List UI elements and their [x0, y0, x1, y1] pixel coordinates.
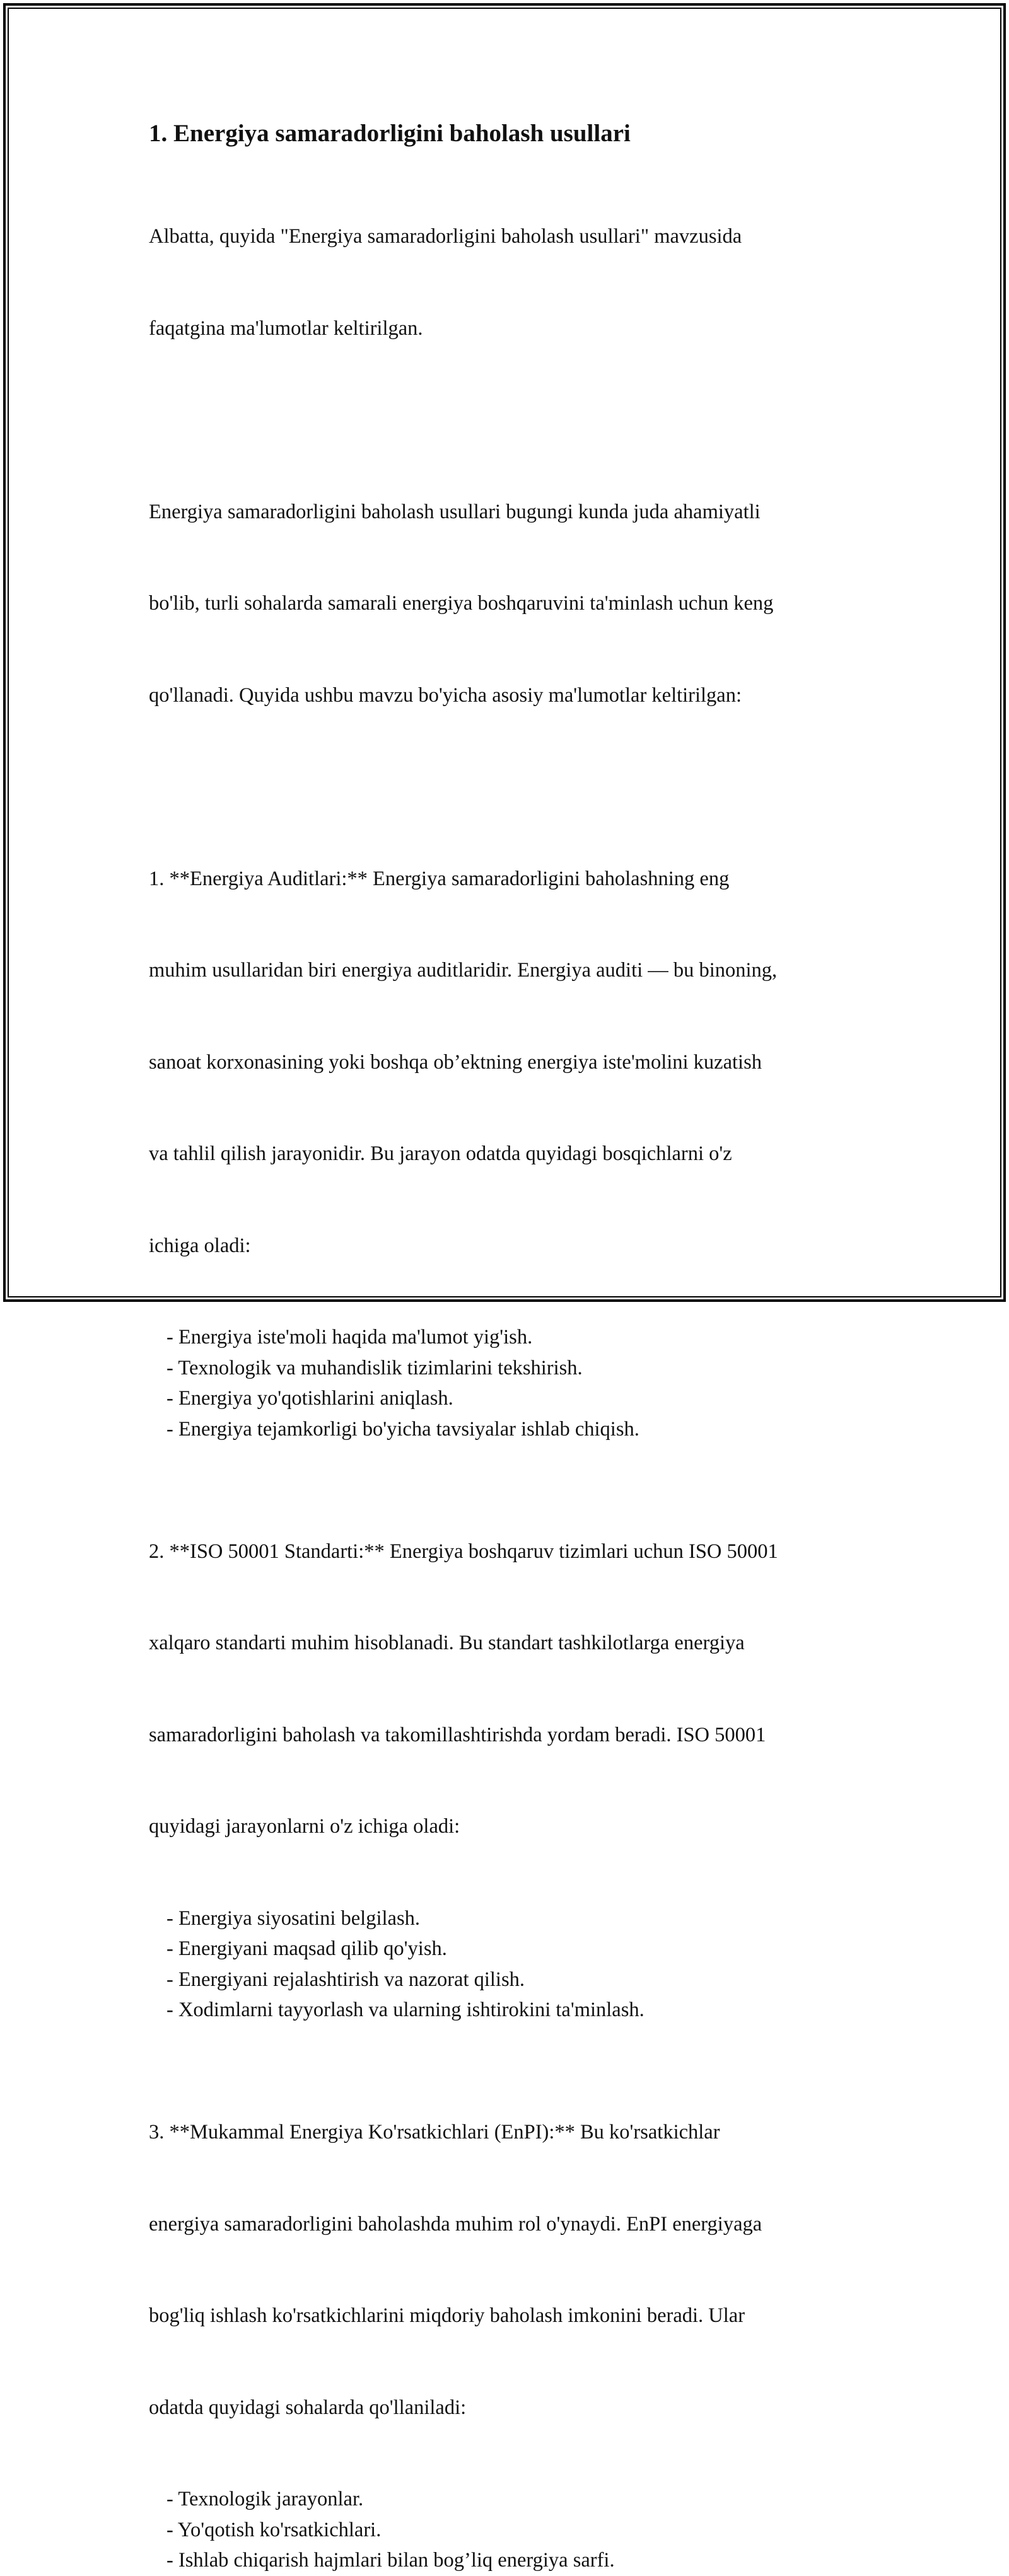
- section-line: sanoat korxonasining yoki boshqa ob’ektning energiya iste'molini kuzatish: [149, 1050, 762, 1074]
- section-enpi: [149, 2056, 868, 2484]
- list-item: - Energiyani rejalashtirish va nazorat qilish.: [166, 1968, 525, 1991]
- list-item: - Yo'qotish ko'rsatkichlari.: [166, 2518, 382, 2541]
- section-line: ichiga oladi:: [149, 1234, 251, 1257]
- section-line: odatda quyidagi sohalarda qo'llaniladi:: [149, 2396, 467, 2419]
- list-item: - Energiyani maqsad qilib qo'yish.: [166, 1937, 447, 1960]
- intro-paragraph: [149, 160, 868, 405]
- document-body: [149, 117, 868, 2576]
- list-item: - Texnologik jarayonlar.: [166, 2488, 364, 2510]
- section-line: va tahlil qilish jarayonidir. Bu jarayon odatda quyidagi bosqichlarni o'z: [149, 1142, 732, 1165]
- section-energy-audits: [149, 803, 868, 1323]
- section-energy-audits-list: [149, 1322, 868, 1444]
- section-iso-50001: [149, 1475, 868, 1903]
- overview-paragraph: [149, 436, 868, 772]
- intro-line: Albatta, quyida "Energiya samaradorligini baholash usullari" mavzusida: [149, 225, 742, 248]
- section-line: samaradorligini baholash va takomillashtirishda yordam beradi. ISO 50001: [149, 1723, 766, 1746]
- paragraph-line: Energiya samaradorligini baholash usullari bugungi kunda juda ahamiyatli: [149, 500, 761, 523]
- section-line: quyidagi jarayonlarni o'z ichiga oladi:: [149, 1815, 460, 1838]
- section-line: muhim usullaridan biri energiya auditlaridir. Energiya auditi — bu binoning,: [149, 959, 778, 982]
- page-title: 1. Energiya samaradorligini baholash usullari: [149, 120, 631, 147]
- section-line: 1. **Energiya Auditlari:** Energiya samaradorligini baholashning eng: [149, 867, 730, 890]
- list-item: - Ishlab chiqarish hajmlari bilan bog’liq energiya sarfi.: [166, 2549, 615, 2572]
- section-line: bog'liq ishlash ko'rsatkichlarini miqdoriy baholash imkonini beradi. Ular: [149, 2304, 745, 2327]
- section-line: 3. **Mukammal Energiya Ko'rsatkichlari (EnPI):** Bu ko'rsatkichlar: [149, 2121, 720, 2144]
- section-enpi-list: [149, 2484, 868, 2576]
- list-item: - Energiya yo'qotishlarini aniqlash.: [166, 1387, 453, 1410]
- paragraph-line: bo'lib, turli sohalarda samarali energiya boshqaruvini ta'minlash uchun keng: [149, 592, 774, 615]
- list-item: - Texnologik va muhandislik tizimlarini tekshirish.: [166, 1356, 583, 1379]
- section-line: xalqaro standarti muhim hisoblanadi. Bu standart tashkilotlarga energiya: [149, 1632, 745, 1654]
- intro-line: faqatgina ma'lumotlar keltirilgan.: [149, 316, 423, 340]
- section-line: 2. **ISO 50001 Standarti:** Energiya boshqaruv tizimlari uchun ISO 50001: [149, 1540, 778, 1563]
- paragraph-line: qo'llanadi. Quyida ushbu mavzu bo'yicha asosiy ma'lumotlar keltirilgan:: [149, 683, 742, 707]
- list-item: - Energiya tejamkorligi bo'yicha tavsiyalar ishlab chiqish.: [166, 1417, 639, 1441]
- list-item: - Energiya iste'moli haqida ma'lumot yig'ish.: [166, 1326, 533, 1349]
- section-line: energiya samaradorligini baholashda muhim rol o'ynaydi. EnPI energiyaga: [149, 2212, 762, 2236]
- list-item: - Energiya siyosatini belgilash.: [166, 1906, 420, 1930]
- section-iso-50001-list: [149, 1903, 868, 2026]
- list-item: - Xodimlarni tayyorlash va ularning ishtirokini ta'minlash.: [166, 1999, 644, 2021]
